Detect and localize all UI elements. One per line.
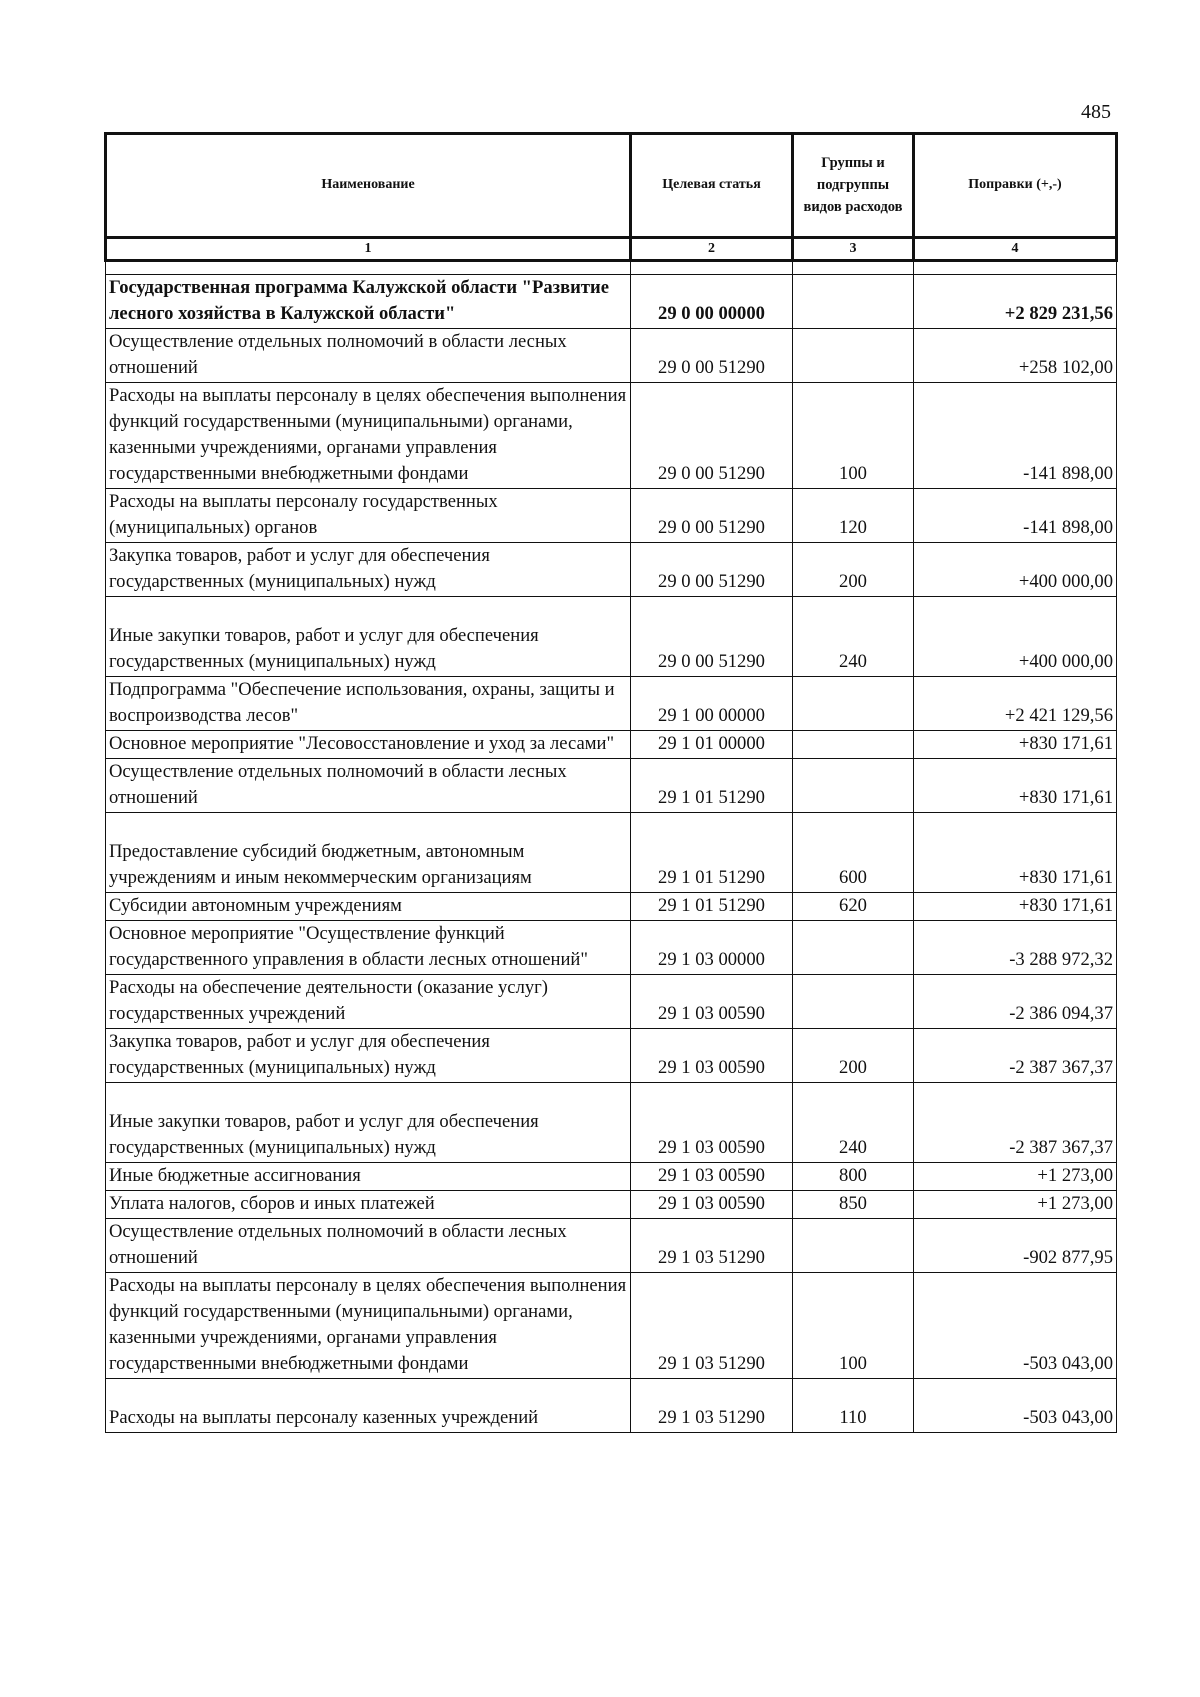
table-row (106, 543, 1117, 597)
row-group-code (793, 759, 914, 813)
row-amount: -503 043,00 (914, 1273, 1117, 1379)
row-target-code: 29 1 01 51290 (631, 813, 793, 893)
row-group-code (793, 677, 914, 731)
row-amount: +830 171,61 (914, 813, 1117, 893)
table-row (106, 1379, 1117, 1433)
row-amount: +1 273,00 (914, 1191, 1117, 1219)
row-amount: -902 877,95 (914, 1219, 1117, 1273)
header-target: Целевая статья (631, 134, 793, 238)
row-target-code: 29 0 00 51290 (631, 597, 793, 677)
column-number: 1 (106, 238, 631, 261)
column-number: 4 (914, 238, 1117, 261)
row-name: Уплата налогов, сборов и иных платежей (106, 1191, 631, 1219)
row-target-code: 29 1 01 51290 (631, 759, 793, 813)
table-body (106, 261, 1117, 1433)
row-group-code (793, 921, 914, 975)
row-group-code: 200 (793, 1029, 914, 1083)
table-row (106, 1083, 1117, 1163)
row-amount: -2 387 367,37 (914, 1083, 1117, 1163)
row-name: Осуществление отдельных полномочий в области лесных отношений (106, 759, 631, 813)
row-amount: +830 171,61 (914, 759, 1117, 813)
table-row (106, 383, 1117, 489)
row-group-code (793, 1219, 914, 1273)
row-target-code: 29 0 00 51290 (631, 329, 793, 383)
row-amount: -2 387 367,37 (914, 1029, 1117, 1083)
row-group-code: 120 (793, 489, 914, 543)
column-number: 3 (793, 238, 914, 261)
row-amount: -2 386 094,37 (914, 975, 1117, 1029)
row-name: Основное мероприятие "Лесовосстановление и уход за лесами" (106, 731, 631, 759)
page-number: 485 (1081, 101, 1111, 123)
row-amount: +830 171,61 (914, 893, 1117, 921)
header-gap (106, 261, 1117, 275)
row-group-code (793, 975, 914, 1029)
row-amount: -3 288 972,32 (914, 921, 1117, 975)
budget-table (104, 132, 1118, 1433)
row-amount: +830 171,61 (914, 731, 1117, 759)
column-number: 2 (631, 238, 793, 261)
row-name: Закупка товаров, работ и услуг для обеспечения государственных (муниципальных) нужд (106, 543, 631, 597)
row-group-code: 240 (793, 1083, 914, 1163)
row-name: Закупка товаров, работ и услуг для обеспечения государственных (муниципальных) нужд (106, 1029, 631, 1083)
table-row (106, 1191, 1117, 1219)
row-amount: +258 102,00 (914, 329, 1117, 383)
row-target-code: 29 1 03 00590 (631, 1083, 793, 1163)
row-name: Основное мероприятие "Осуществление функций государственного управления в области лесных отношений" (106, 921, 631, 975)
table-row (106, 1273, 1117, 1379)
row-amount: +400 000,00 (914, 597, 1117, 677)
row-target-code: 29 1 03 51290 (631, 1219, 793, 1273)
table-row (106, 921, 1117, 975)
row-target-code: 29 1 00 00000 (631, 677, 793, 731)
row-name: Расходы на выплаты персоналу в целях обеспечения выполнения функций государственными (муниципальными) органами, казенными учреждениями, органами управления государственными внебюджетными фондами (106, 1273, 631, 1379)
table-row (106, 329, 1117, 383)
table-row (106, 1219, 1117, 1273)
row-group-code: 800 (793, 1163, 914, 1191)
row-target-code: 29 1 01 51290 (631, 893, 793, 921)
row-group-code: 850 (793, 1191, 914, 1219)
row-group-code (793, 275, 914, 329)
row-amount: -141 898,00 (914, 489, 1117, 543)
row-group-code: 110 (793, 1379, 914, 1433)
row-amount: -503 043,00 (914, 1379, 1117, 1433)
row-group-code: 600 (793, 813, 914, 893)
row-target-code: 29 0 00 51290 (631, 489, 793, 543)
row-name: Расходы на выплаты персоналу в целях обеспечения выполнения функций государственными (муниципальными) органами, казенными учреждениями, органами управления государственными внебюджетными фондами (106, 383, 631, 489)
table-row (106, 597, 1117, 677)
row-group-code (793, 731, 914, 759)
table-row (106, 275, 1117, 329)
table-row (106, 893, 1117, 921)
row-group-code: 240 (793, 597, 914, 677)
header-amendments: Поправки (+,-) (914, 134, 1117, 238)
row-target-code: 29 1 03 00590 (631, 1029, 793, 1083)
table-row (106, 731, 1117, 759)
row-group-code: 620 (793, 893, 914, 921)
header-group: Группы и подгруппы видов расходов (793, 134, 914, 238)
header-name: Наименование (106, 134, 631, 238)
table-row (106, 975, 1117, 1029)
row-amount: +1 273,00 (914, 1163, 1117, 1191)
row-name: Подпрограмма "Обеспечение использования, охраны, защиты и воспроизводства лесов" (106, 677, 631, 731)
row-target-code: 29 0 00 51290 (631, 543, 793, 597)
row-name: Расходы на выплаты персоналу государственных (муниципальных) органов (106, 489, 631, 543)
row-name: Расходы на выплаты персоналу казенных учреждений (106, 1379, 631, 1433)
row-name: Предоставление субсидий бюджетным, автономным учреждениям и иным некоммерческим организациям (106, 813, 631, 893)
row-target-code: 29 1 03 00000 (631, 921, 793, 975)
row-target-code: 29 1 03 00590 (631, 975, 793, 1029)
row-target-code: 29 1 03 00590 (631, 1191, 793, 1219)
row-group-code: 100 (793, 383, 914, 489)
row-target-code: 29 0 00 00000 (631, 275, 793, 329)
table-row (106, 759, 1117, 813)
row-target-code: 29 1 01 00000 (631, 731, 793, 759)
row-target-code: 29 0 00 51290 (631, 383, 793, 489)
table-row (106, 489, 1117, 543)
row-amount: +2 829 231,56 (914, 275, 1117, 329)
row-name: Государственная программа Калужской области "Развитие лесного хозяйства в Калужской области" (106, 275, 631, 329)
row-amount: +2 421 129,56 (914, 677, 1117, 731)
row-name: Иные бюджетные ассигнования (106, 1163, 631, 1191)
row-name: Осуществление отдельных полномочий в области лесных отношений (106, 329, 631, 383)
table-row (106, 1029, 1117, 1083)
row-name: Субсидии автономным учреждениям (106, 893, 631, 921)
row-target-code: 29 1 03 51290 (631, 1379, 793, 1433)
row-name: Иные закупки товаров, работ и услуг для обеспечения государственных (муниципальных) нужд (106, 597, 631, 677)
table-row (106, 1163, 1117, 1191)
row-name: Расходы на обеспечение деятельности (оказание услуг) государственных учреждений (106, 975, 631, 1029)
table-header (106, 134, 1117, 261)
row-target-code: 29 1 03 00590 (631, 1163, 793, 1191)
row-group-code (793, 329, 914, 383)
table-row (106, 677, 1117, 731)
row-amount: -141 898,00 (914, 383, 1117, 489)
row-group-code: 200 (793, 543, 914, 597)
row-target-code: 29 1 03 51290 (631, 1273, 793, 1379)
row-group-code: 100 (793, 1273, 914, 1379)
row-name: Осуществление отдельных полномочий в области лесных отношений (106, 1219, 631, 1273)
row-name: Иные закупки товаров, работ и услуг для обеспечения государственных (муниципальных) нужд (106, 1083, 631, 1163)
row-amount: +400 000,00 (914, 543, 1117, 597)
table-row (106, 813, 1117, 893)
